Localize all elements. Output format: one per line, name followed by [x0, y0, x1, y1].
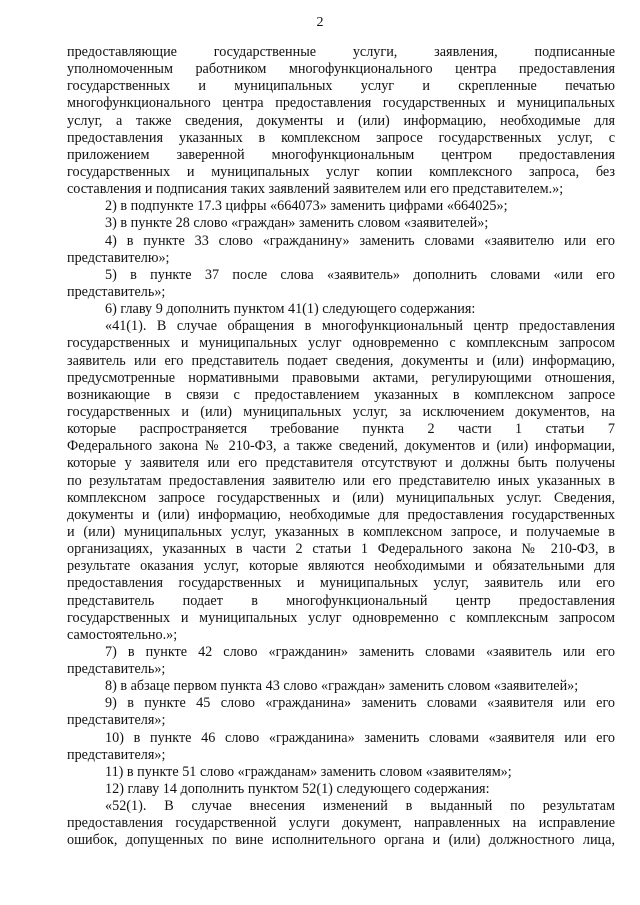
text-line: организациях, указанных в части 2 статьи 1 Федерального закона № 210-ФЗ, в	[67, 541, 615, 558]
text-line: 5) в пункте 37 после слова «заявитель» дополнить словами «или его	[105, 266, 615, 283]
text-line: государственных и муниципальных услуг одновременно с комплексным запросом	[67, 335, 615, 352]
text-line: 9) в пункте 45 слово «гражданина» заменить словами «заявителя или его	[105, 695, 615, 712]
text-line: 7) в пункте 42 слово «гражданин» заменить словами «заявитель или его	[105, 643, 615, 660]
text-line: представитель»;	[67, 283, 166, 300]
text-line: 3) в пункте 28 слово «граждан» заменить словом «заявителей»;	[105, 215, 489, 232]
text-line: «41(1). В случае обращения в многофункциональный центр предоставления	[105, 318, 615, 335]
text-line: 8) в абзаце первом пункта 43 слово «граждан» заменить словом «заявителей»;	[105, 678, 579, 695]
text-line: и (или) муниципальных услуг, указанных в комплексном запросе, и получаемые в	[67, 523, 615, 540]
text-line: государственных и муниципальных услуг и скрепленные печатью	[67, 78, 615, 95]
text-line: предоставляющие государственные услуги, заявления, подписанные	[67, 44, 615, 60]
text-line: уполномоченным работником многофункционального центра предоставления	[67, 61, 615, 78]
text-line: составления и подписания таких заявлений заявителем или его представителем.»;	[67, 181, 564, 198]
text-line: предоставления государственной услуги документ, направленных на исправление	[67, 815, 615, 832]
text-line: которые распространяется требование пункта 2 части 1 статьи 7	[67, 421, 615, 438]
text-line: представитель»;	[67, 661, 166, 678]
text-line: документы и (или) информацию, необходимые для предоставления государственных	[67, 506, 615, 523]
text-line: самостоятельно.»;	[67, 626, 178, 643]
text-line: услуг, а также сведения, документы и (или) информацию, необходимые для	[67, 112, 615, 129]
text-line: представитель подает в многофункциональный центр предоставления	[67, 592, 615, 609]
text-line: предоставления государственных и муниципальных услуг, заявитель или его	[67, 575, 615, 592]
text-line: 4) в пункте 33 слово «гражданину» заменить словами «заявителю или его	[105, 232, 615, 249]
text-line: по результатам предоставления заявителю или его представителю иных указанных в	[67, 472, 615, 489]
text-line: государственных и муниципальных услуг копии комплексного запроса, без	[67, 163, 615, 180]
page-number: 2	[316, 15, 324, 30]
text-line: государственных и муниципальных услуг одновременно с комплексным запросом	[67, 609, 615, 626]
text-line: представителя»;	[67, 746, 166, 763]
text-line: возникающие в связи с предоставлением указанных в комплексном запросе	[67, 386, 615, 403]
text-line: заявитель или его представитель подает сведения, документы и (или) информацию,	[67, 352, 615, 369]
text-line: результате оказания услуг, которые являются необходимыми и обязательными для	[67, 558, 615, 575]
text-line: 12) главу 14 дополнить пунктом 52(1) следующего содержания:	[105, 781, 490, 798]
text-line: представителю»;	[67, 249, 170, 266]
text-line: представителя»;	[67, 712, 166, 729]
text-line: 11) в пункте 51 слово «гражданам» заменить словом «заявителям»;	[105, 763, 512, 780]
text-line: которые у заявителя или его представителя отсутствуют и должны быть получены	[67, 455, 615, 472]
text-line: государственных и (или) муниципальных услуг, за исключением документов, на	[67, 403, 615, 420]
text-line: приложением заверенной многофункциональным центром предоставления	[67, 146, 615, 163]
text-line: предоставления указанных в комплексном запросе государственных услуг, с	[67, 129, 615, 146]
text-line: Федерального закона № 210-ФЗ, а также сведений, документов и (или) информации,	[67, 438, 615, 455]
text-line: комплексном запросе государственных и (или) муниципальных услуг. Сведения,	[67, 489, 615, 506]
text-line: 10) в пункте 46 слово «гражданина» заменить словами «заявителя или его	[105, 729, 615, 746]
text-line: 2) в подпункте 17.3 цифры «664073» заменить цифрами «664025»;	[105, 198, 508, 215]
text-line: предусмотренные нормативными правовыми актами, регулирующими отношения,	[67, 369, 615, 386]
text-line: многофункционального центра предоставления государственных и муниципальных	[67, 95, 615, 112]
document-body	[67, 44, 615, 850]
text-line: ошибок, допущенных по вине исполнительного органа и (или) должностного лица,	[67, 832, 615, 849]
text-line: 6) главу 9 дополнить пунктом 41(1) следующего содержания:	[105, 301, 476, 318]
text-line: «52(1). В случае внесения изменений в выданный по результатам	[105, 798, 615, 815]
